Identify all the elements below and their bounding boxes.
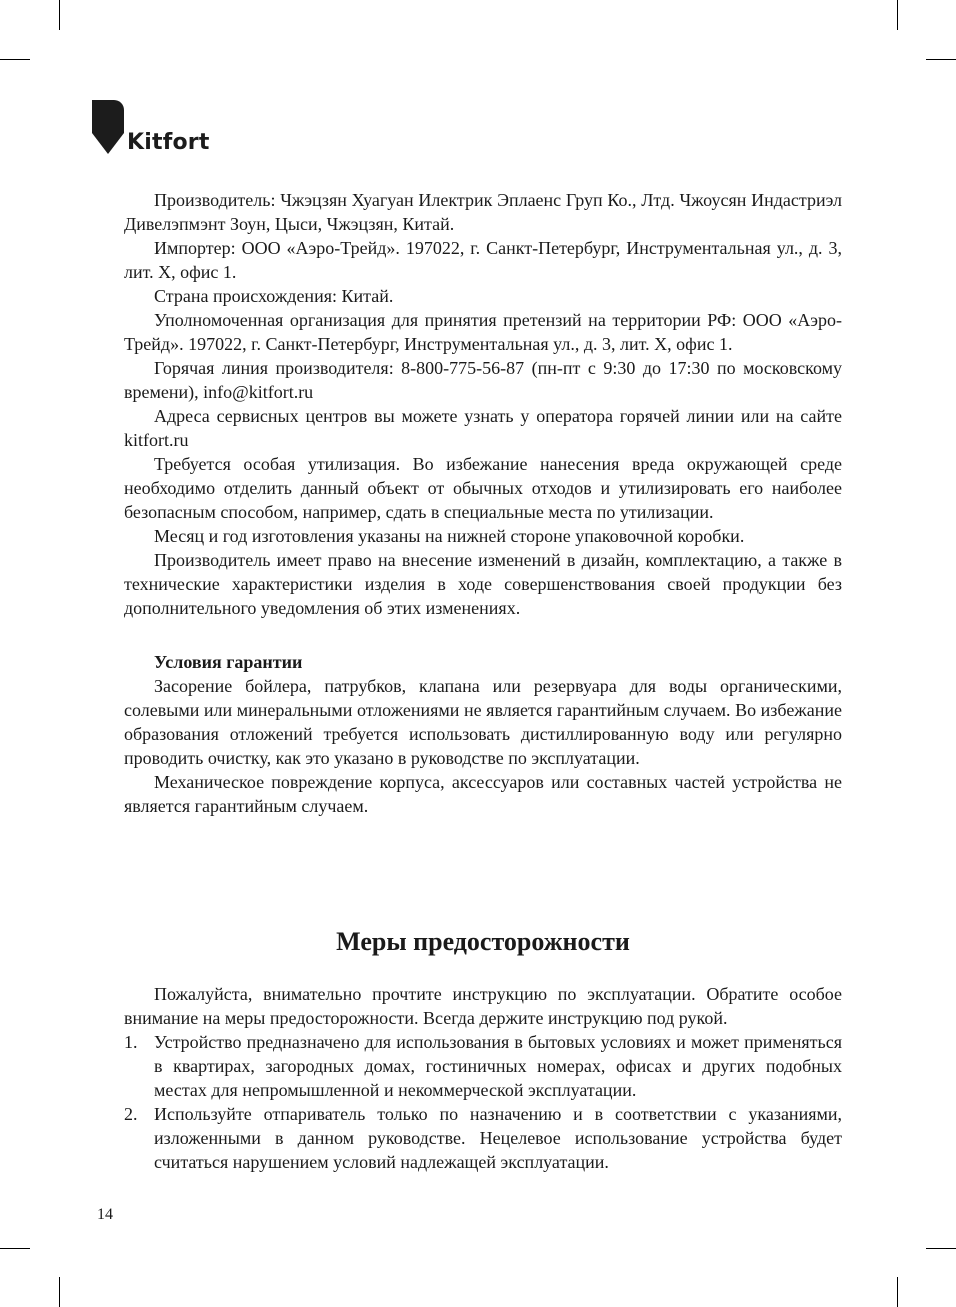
list-item-number: 2. xyxy=(124,1104,138,1124)
importer-paragraph: Импортер: ООО «Аэро-Трейд». 197022, г. Санкт-Петербург, Инструментальная ул., д. 3, лит. Х, офис 1. xyxy=(124,238,842,282)
hotline-paragraph: Горячая линия производителя: 8-800-775-56-87 (пн-пт с 9:30 до 17:30 по московскому времени), info@kitfort.ru xyxy=(124,358,842,402)
precautions-intro: Пожалуйста, внимательно прочтите инструкцию по эксплуатации. Обратите особое внимание на меры предосторожности. Всегда держите инструкцию под рукой. xyxy=(124,984,842,1028)
list-item xyxy=(124,1102,842,1174)
origin-paragraph: Страна происхождения: Китай. xyxy=(154,286,394,306)
manufacturer-paragraph: Производитель: Чжэцзян Хуагуан Илектрик Эплаенс Груп Ко., Лтд. Чжоусян Индастриэл Дивелэпмэнт Зоун, Цыси, Чжэцзян, Китай. xyxy=(124,190,842,234)
warranty-paragraph: Механическое повреждение корпуса, аксессуаров или составных частей устройства не является гарантийным случаем. xyxy=(124,772,842,816)
disposal-paragraph: Требуется особая утилизация. Во избежание нанесения вреда окружающей среде необходимо отделить данный объект от обычных отходов и утилизировать его наиболее безопасным способом, например, сдать в специальные места по утилизации. xyxy=(124,454,842,522)
crop-mark-left-bottom xyxy=(0,1248,30,1249)
changes-notice-paragraph: Производитель имеет право на внесение изменений в дизайн, комплектацию, а также в технические характеристики изделия в ходе совершенствования своей продукции без дополнительного уведомления об этих изменениях. xyxy=(124,550,842,618)
manufacture-date-paragraph: Месяц и год изготовления указаны на нижней стороне упаковочной коробки. xyxy=(154,526,745,546)
warranty-heading: Условия гарантии xyxy=(154,652,303,672)
precautions-section xyxy=(124,982,842,1174)
info-section xyxy=(124,188,842,818)
kitfort-logo-icon xyxy=(92,100,124,154)
service-centers-paragraph: Адреса сервисных центров вы можете узнать у оператора горячей линии или на сайте kitfort.ru xyxy=(124,406,842,450)
warranty-paragraph: Засорение бойлера, патрубков, клапана или резервуара для воды органическими, солевыми или минеральными отложениями не является гарантийным случаем. Во избежание образования отложений требуется использовать дистиллированную воду или регулярно проводить очистку, как это указано в руководстве по эксплуатации. xyxy=(124,676,842,768)
list-item-number: 1. xyxy=(124,1032,138,1052)
crop-mark-top-right xyxy=(897,0,898,30)
claims-organization-paragraph: Уполномоченная организация для принятия претензий на территории РФ: ООО «Аэро-Трейд». 197022, г. Санкт-Петербург, Инструментальная ул., д. 3, лит. Х, офис 1. xyxy=(124,310,842,354)
list-item xyxy=(124,1030,842,1102)
list-item-text: Устройство предназначено для использования в бытовых условиях и может применяться в квартирах, загородных домах, гостиничных номерах, офисах и других подобных местах для непромышленной и некоммерческой эксплуатации. xyxy=(154,1032,842,1100)
crop-mark-right-top xyxy=(926,59,956,60)
crop-mark-top-left xyxy=(59,0,60,30)
crop-mark-bottom-left xyxy=(59,1277,60,1307)
precautions-heading: Меры предосторожности xyxy=(336,927,630,956)
brand-name: Kitfort xyxy=(127,130,210,155)
crop-mark-bottom-right xyxy=(897,1277,898,1307)
crop-mark-left-top xyxy=(0,59,30,60)
list-item-text: Используйте отпариватель только по назначению и в соответствии с указаниями, изложенными в данном руководстве. Нецелевое использование устройства будет считаться нарушением условий надлежащей эксплуатации. xyxy=(154,1104,842,1172)
crop-mark-right-bottom xyxy=(926,1248,956,1249)
page-number: 14 xyxy=(97,1206,113,1223)
precautions-list xyxy=(124,1030,842,1174)
brand-logo xyxy=(92,100,210,154)
